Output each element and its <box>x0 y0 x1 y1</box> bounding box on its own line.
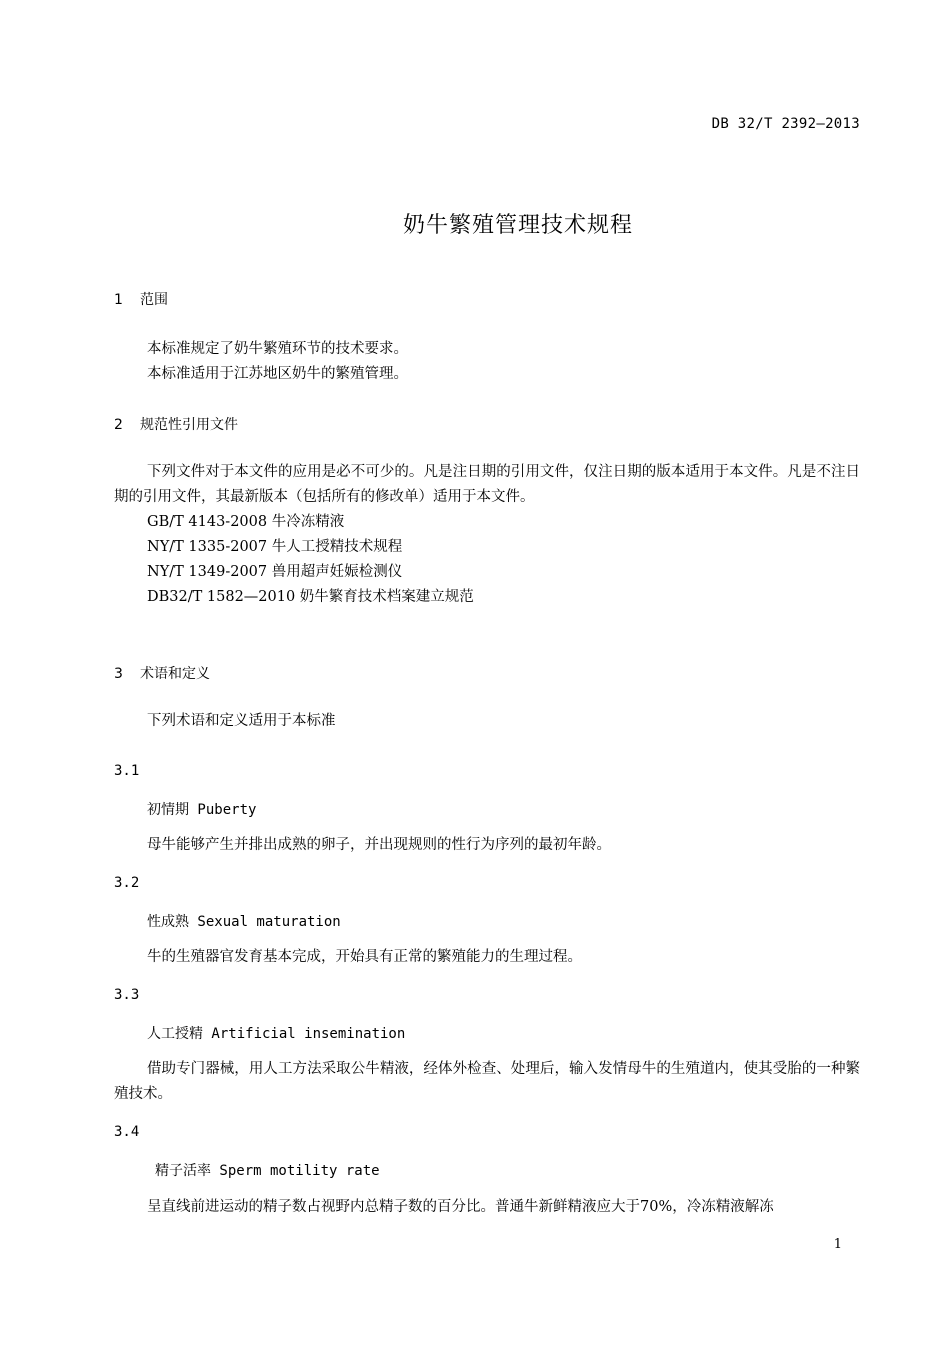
standard-code: DB 32/T 2392—2013 <box>711 116 860 132</box>
clause-number: 3.2 <box>114 875 140 891</box>
term-title: 人工授精 Artificial insemination <box>147 1026 406 1042</box>
scope-line-2: 本标准适用于江苏地区奶牛的繁殖管理。 <box>147 366 408 382</box>
section-title: 术语和定义 <box>140 666 210 682</box>
clause-number: 3.3 <box>114 987 140 1003</box>
document-title: 奶牛繁殖管理技术规程 <box>402 213 633 238</box>
section-1-heading <box>114 289 168 309</box>
section-number: 3 <box>114 666 123 682</box>
section-title: 范围 <box>140 292 168 308</box>
term-definition: 牛的生殖器官发育基本完成，开始具有正常的繁殖能力的生理过程。 <box>147 949 582 965</box>
page-number: 1 <box>833 1237 842 1252</box>
clause-number: 3.1 <box>114 763 140 779</box>
section-3-heading <box>114 663 210 683</box>
section-number: 2 <box>114 417 123 433</box>
term-definition: 呈直线前进运动的精子数占视野内总精子数的百分比。普通牛新鲜精液应大于70%，冷冻精液解冻 <box>147 1199 774 1215</box>
clause-number: 3.4 <box>114 1124 140 1140</box>
term-definition: 借助专门器械，用人工方法采取公牛精液，经体外检查、处理后，输入发情母牛的生殖道内，使其受胎的一种繁殖技术。 <box>114 1061 860 1102</box>
term-title: 初情期 Puberty <box>147 802 257 818</box>
section-2-heading <box>114 414 238 434</box>
references-intro: 下列文件对于本文件的应用是必不可少的。凡是注日期的引用文件，仅注日期的版本适用于本文件。凡是不注日期的引用文件，其最新版本（包括所有的修改单）适用于本文件。 <box>114 464 860 505</box>
term-title: 精子活率 Sperm motility rate <box>155 1163 380 1179</box>
scope-line-1: 本标准规定了奶牛繁殖环节的技术要求。 <box>147 341 408 357</box>
section-number: 1 <box>114 292 123 308</box>
reference-item: GB/T 4143-2008 牛冷冻精液 <box>147 514 345 530</box>
term-title: 性成熟 Sexual maturation <box>147 914 341 930</box>
reference-item: NY/T 1335-2007 牛人工授精技术规程 <box>147 539 403 555</box>
term-definition: 母牛能够产生并排出成熟的卵子，并出现规则的性行为序列的最初年龄。 <box>147 837 611 853</box>
terms-intro: 下列术语和定义适用于本标准 <box>147 713 336 729</box>
section-title: 规范性引用文件 <box>140 417 238 433</box>
reference-item: NY/T 1349-2007 兽用超声妊娠检测仪 <box>147 564 403 580</box>
reference-item: DB32/T 1582—2010 奶牛繁育技术档案建立规范 <box>147 589 474 605</box>
